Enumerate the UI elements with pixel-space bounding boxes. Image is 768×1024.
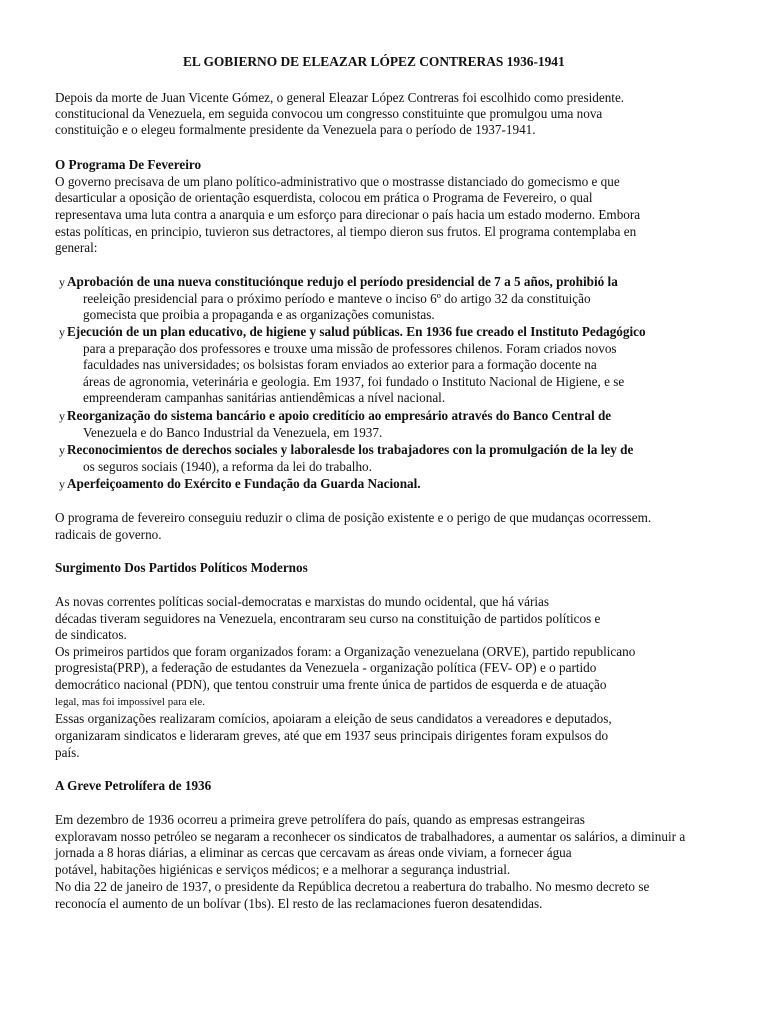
partidos-line: democrático nacional (PDN), que tentou construir uma frente única de partidos de esquerda e de atuação — [55, 677, 607, 692]
list-item-heading: Reconocimientos de derechos sociales y laboralesde los trabajadores con la promulgación de la ley de — [67, 442, 634, 457]
partidos-line: As novas correntes políticas social-democratas e marxistas do mundo ocidental, que há várias — [55, 594, 550, 609]
list-item-line: para a preparação dos professores e trouxe uma missão de professores chilenos. Foram criados novos — [83, 341, 617, 356]
programa-closing-line: O programa de fevereiro conseguiu reduzir o clima de posição existente e o perigo de que mudanças ocorressem. — [55, 510, 652, 525]
list-item-heading: Aperfeiçoamento do Exército e Fundação da Guarda Nacional. — [67, 476, 421, 491]
programa-paragraph-line: representava uma luta contra a anarquia e um esforço para direcionar o país hacia um estado moderno. Embora — [55, 207, 641, 222]
partidos-line: progresista(PRP), a federação de estudantes da Venezuela - organização política (FEV- OP) e o partido — [55, 660, 597, 675]
section-heading-partidos: Surgimento Dos Partidos Políticos Modernos — [55, 560, 308, 575]
partidos-line: Os primeiros partidos que foram organizados foram: a Organização venezuelana (ORVE), partido republicano — [55, 644, 636, 659]
greve-line: jornada a 8 horas diárias, a eliminar as cercas que cercavam as áreas onde viviam, a fornecer água — [55, 845, 572, 860]
greve-line: reconocía el aumento de un bolívar (1bs). El resto de las reclamaciones fueron desatendidas. — [55, 896, 543, 911]
list-item-line: áreas de agronomia, veterinária e geologia. Em 1937, foi fundado o Instituto Nacional de Higiene, e se — [83, 374, 625, 389]
intro-line: constituição e o elegeu formalmente presidente da Venezuela para o período de 1937-1941. — [55, 122, 536, 137]
programa-paragraph-line: O governo precisava de um plano político-administrativo que o mostrasse distanciado do gomecismo e que — [55, 174, 620, 189]
section-heading-greve: A Greve Petrolífera de 1936 — [55, 778, 212, 793]
list-item-line: Venezuela e do Banco Industrial da Venezuela, em 1937. — [83, 425, 383, 440]
partidos-line: de sindicatos. — [55, 627, 127, 642]
bullet-marker: y — [59, 325, 65, 339]
programa-paragraph-line: desarticular a oposição de orientação esquerdista, colocou em prática o Programa de Fevereiro, o qual — [55, 190, 593, 205]
list-item-heading: Reorganização do sistema bancário e apoio creditício ao empresário através do Banco Central de — [67, 408, 612, 423]
bullet-marker: y — [59, 409, 65, 423]
list-item-heading: Aprobación de una nueva constituciónque redujo el período presidencial de 7 a 5 años, prohibió la — [67, 274, 618, 289]
programa-paragraph-line: estas políticas, en principio, tuvieron sus detractores, al tiempo dieron sus frutos. El programa contemplaba en — [55, 224, 637, 239]
greve-line: No dia 22 de janeiro de 1937, o presidente da República decretou a reabertura do trabalho. No mesmo decreto se — [55, 879, 650, 894]
programa-closing-line: radicais de governo. — [55, 527, 162, 542]
intro-line: constitucional da Venezuela, em seguida convocou um congresso constituinte que promulgou uma nova — [55, 106, 603, 121]
bullet-marker: y — [59, 275, 65, 289]
page-title: EL GOBIERNO DE ELEAZAR LÓPEZ CONTRERAS 1936-1941 — [183, 54, 565, 69]
partidos-line: Essas organizações realizaram comícios, apoiaram a eleição de seus candidatos a vereadores e deputados, — [55, 711, 612, 726]
partidos-line: décadas tiveram seguidores na Venezuela, encontraram seu curso na constituição de partidos políticos e — [55, 611, 601, 626]
partidos-line: país. — [55, 745, 80, 760]
bullet-marker: y — [59, 443, 65, 457]
intro-line: Depois da morte de Juan Vicente Gómez, o general Eleazar López Contreras foi escolhido como presidente. — [55, 90, 625, 105]
list-item-line: reeleição presidencial para o próximo período e manteve o inciso 6º do artigo 32 da constituição — [83, 291, 591, 306]
greve-line: exploravam nosso petróleo se negaram a reconhecer os sindicatos de trabalhadores, a aumentar os salários, a diminuir a — [55, 829, 686, 844]
list-item-line: empreenderam campanhas sanitárias antiendêmicas a nível nacional. — [83, 390, 446, 405]
programa-paragraph-line: general: — [55, 240, 98, 255]
list-item-heading: Ejecución de un plan educativo, de higiene y salud públicas. En 1936 fue creado el Instituto Pedagógico — [67, 324, 646, 339]
bullet-marker: y — [59, 477, 65, 491]
list-item-line: os seguros sociais (1940), a reforma da lei do trabalho. — [83, 459, 372, 474]
partidos-line: legal, mas foi impossível para ele. — [55, 696, 205, 708]
greve-line: potável, habitações higiénicas e serviços médicos; e a melhorar a segurança industrial. — [55, 862, 511, 877]
section-heading-programa: O Programa De Fevereiro — [55, 157, 202, 172]
partidos-line: organizaram sindicatos e lideraram greves, até que em 1937 seus principais dirigentes foram expulsos do — [55, 728, 609, 743]
greve-line: Em dezembro de 1936 ocorreu a primeira greve petrolífera do país, quando as empresas estrangeiras — [55, 812, 585, 827]
list-item-line: gomecista que proibia a propaganda e as organizações comunistas. — [83, 307, 435, 322]
list-item-line: faculdades nas universidades; os bolsistas foram enviados ao exterior para a formação docente na — [83, 357, 597, 372]
